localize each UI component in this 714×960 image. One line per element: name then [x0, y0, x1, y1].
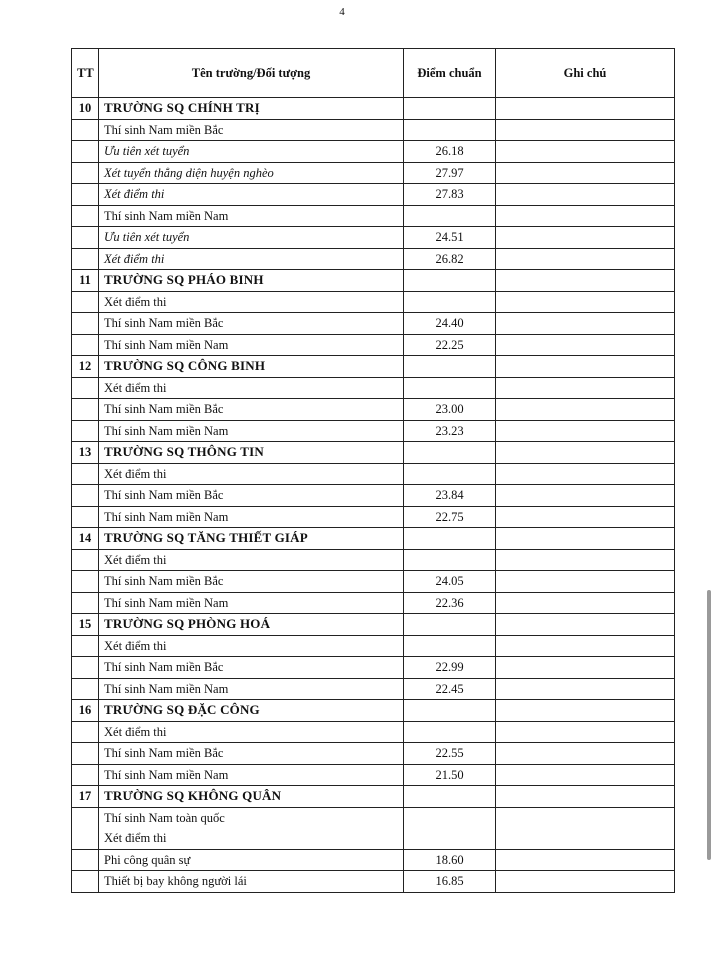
- row-number-empty: [72, 807, 99, 849]
- note-cell: [496, 420, 675, 442]
- note-cell: [496, 506, 675, 528]
- candidate-group: Xét điểm thi: [99, 635, 404, 657]
- table-row: [72, 291, 675, 313]
- row-number-empty: [72, 721, 99, 743]
- school-name: TRƯỜNG SQ PHÁO BINH: [99, 270, 404, 292]
- school-name: TRƯỜNG SQ PHÒNG HOÁ: [99, 614, 404, 636]
- cutoff-score: [404, 270, 496, 292]
- row-number-empty: [72, 313, 99, 335]
- note-cell: [496, 549, 675, 571]
- school-number: 17: [72, 786, 99, 808]
- candidate-group: Xét điểm thi: [99, 549, 404, 571]
- row-number-empty: [72, 463, 99, 485]
- scrollbar[interactable]: [707, 590, 711, 860]
- candidate-group: Phi công quân sự: [99, 849, 404, 871]
- cutoff-score: 18.60: [404, 849, 496, 871]
- table-row: [72, 506, 675, 528]
- table-row: [72, 721, 675, 743]
- table-row: [72, 334, 675, 356]
- row-number-empty: [72, 635, 99, 657]
- cutoff-score: 22.36: [404, 592, 496, 614]
- row-number-empty: [72, 227, 99, 249]
- candidate-group: Xét điểm thi: [99, 291, 404, 313]
- candidate-group: Ưu tiên xét tuyển: [99, 141, 404, 163]
- cutoff-score: 27.97: [404, 162, 496, 184]
- row-number-empty: [72, 334, 99, 356]
- cutoff-score: [404, 98, 496, 120]
- school-row: [72, 442, 675, 464]
- cutoff-score: 21.50: [404, 764, 496, 786]
- school-row: [72, 356, 675, 378]
- row-number-empty: [72, 205, 99, 227]
- candidate-group: Thí sinh Nam miền Bắc: [99, 399, 404, 421]
- cutoff-score: 22.55: [404, 743, 496, 765]
- school-row: [72, 700, 675, 722]
- cutoff-score: 26.18: [404, 141, 496, 163]
- note-cell: [496, 356, 675, 378]
- note-cell: [496, 162, 675, 184]
- candidate-group: Thí sinh Nam miền Nam: [99, 764, 404, 786]
- school-number: 11: [72, 270, 99, 292]
- row-number-empty: [72, 871, 99, 893]
- header-score: Điểm chuẩn: [404, 49, 496, 98]
- note-cell: [496, 657, 675, 679]
- row-number-empty: [72, 571, 99, 593]
- row-number-empty: [72, 592, 99, 614]
- school-name: TRƯỜNG SQ ĐẶC CÔNG: [99, 700, 404, 722]
- candidate-group: Thí sinh Nam miền Bắc: [99, 571, 404, 593]
- header-tt: TT: [72, 49, 99, 98]
- school-name: TRƯỜNG SQ THÔNG TIN: [99, 442, 404, 464]
- candidate-group: Thiết bị bay không người lái: [99, 871, 404, 893]
- cutoff-score: 22.45: [404, 678, 496, 700]
- table-row: [72, 485, 675, 507]
- table-row: [72, 549, 675, 571]
- school-number: 10: [72, 98, 99, 120]
- school-row: [72, 270, 675, 292]
- note-cell: [496, 313, 675, 335]
- cutoff-score: [404, 205, 496, 227]
- table-row: [72, 764, 675, 786]
- note-cell: [496, 528, 675, 550]
- cutoff-score: [404, 463, 496, 485]
- table-row: [72, 313, 675, 335]
- row-number-empty: [72, 420, 99, 442]
- candidate-group: Thí sinh Nam miền Bắc: [99, 743, 404, 765]
- note-cell: [496, 592, 675, 614]
- cutoff-score: [404, 356, 496, 378]
- row-number-empty: [72, 764, 99, 786]
- cutoff-score: 22.75: [404, 506, 496, 528]
- row-number-empty: [72, 506, 99, 528]
- table-row: [72, 743, 675, 765]
- row-number-empty: [72, 162, 99, 184]
- cutoff-score: [404, 700, 496, 722]
- row-number-empty: [72, 291, 99, 313]
- row-number-empty: [72, 119, 99, 141]
- table-body: [72, 98, 675, 893]
- header-school-name: Tên trường/Đối tượng: [99, 49, 404, 98]
- cutoff-score: [404, 807, 496, 849]
- table-row: [72, 657, 675, 679]
- candidate-group-line: Xét điểm thi: [104, 831, 167, 845]
- school-number: 16: [72, 700, 99, 722]
- candidate-group: Xét điểm thi: [99, 463, 404, 485]
- row-number-empty: [72, 485, 99, 507]
- table-row: [72, 248, 675, 270]
- header-note: Ghi chú: [496, 49, 675, 98]
- row-number-empty: [72, 248, 99, 270]
- school-number: 12: [72, 356, 99, 378]
- note-cell: [496, 635, 675, 657]
- note-cell: [496, 485, 675, 507]
- candidate-group: Thí sinh Nam miền Nam: [99, 205, 404, 227]
- cutoff-score: [404, 291, 496, 313]
- row-number-empty: [72, 657, 99, 679]
- table-row: [72, 184, 675, 206]
- cutoff-score: 23.00: [404, 399, 496, 421]
- table-row: [72, 571, 675, 593]
- candidate-group: Ưu tiên xét tuyển: [99, 227, 404, 249]
- row-number-empty: [72, 743, 99, 765]
- table-row: [72, 205, 675, 227]
- table-row: [72, 420, 675, 442]
- row-number-empty: [72, 549, 99, 571]
- table-row: [72, 227, 675, 249]
- school-row: [72, 786, 675, 808]
- candidate-group: Thí sinh Nam miền Bắc: [99, 119, 404, 141]
- note-cell: [496, 205, 675, 227]
- row-number-empty: [72, 377, 99, 399]
- candidate-group: Xét điểm thi: [99, 184, 404, 206]
- note-cell: [496, 442, 675, 464]
- table-row: [72, 463, 675, 485]
- cutoff-score: [404, 377, 496, 399]
- school-row: [72, 528, 675, 550]
- note-cell: [496, 786, 675, 808]
- note-cell: [496, 141, 675, 163]
- school-row: [72, 614, 675, 636]
- cutoff-score: [404, 721, 496, 743]
- school-name: TRƯỜNG SQ CÔNG BINH: [99, 356, 404, 378]
- cutoff-score: [404, 549, 496, 571]
- note-cell: [496, 807, 675, 849]
- cutoff-score: [404, 635, 496, 657]
- cutoff-score: 16.85: [404, 871, 496, 893]
- cutoff-score: 24.51: [404, 227, 496, 249]
- note-cell: [496, 871, 675, 893]
- note-cell: [496, 743, 675, 765]
- table-header-row: [72, 49, 675, 98]
- note-cell: [496, 678, 675, 700]
- note-cell: [496, 377, 675, 399]
- candidate-group: Thí sinh Nam miền Nam: [99, 592, 404, 614]
- table-row: [72, 849, 675, 871]
- school-number: 13: [72, 442, 99, 464]
- row-number-empty: [72, 184, 99, 206]
- cutoff-score: [404, 614, 496, 636]
- table-row: [72, 807, 675, 849]
- candidate-group: Thí sinh Nam miền Nam: [99, 420, 404, 442]
- school-row: [72, 98, 675, 120]
- cutoff-score: [404, 786, 496, 808]
- table-row: [72, 377, 675, 399]
- row-number-empty: [72, 399, 99, 421]
- cutoff-score: 27.83: [404, 184, 496, 206]
- cutoff-score: 23.84: [404, 485, 496, 507]
- candidate-group: Thí sinh Nam miền Bắc: [99, 313, 404, 335]
- note-cell: [496, 700, 675, 722]
- candidate-group: Thí sinh Nam miền Bắc: [99, 485, 404, 507]
- candidate-group: Thí sinh Nam miền Nam: [99, 334, 404, 356]
- note-cell: [496, 721, 675, 743]
- cutoff-score: 26.82: [404, 248, 496, 270]
- cutoff-score: [404, 442, 496, 464]
- table-row: [72, 592, 675, 614]
- note-cell: [496, 291, 675, 313]
- note-cell: [496, 463, 675, 485]
- cutoff-score: [404, 119, 496, 141]
- cutoff-score: 22.99: [404, 657, 496, 679]
- cutoff-score: 24.40: [404, 313, 496, 335]
- table-row: [72, 162, 675, 184]
- candidate-group: Xét điểm thi: [99, 721, 404, 743]
- note-cell: [496, 614, 675, 636]
- note-cell: [496, 334, 675, 356]
- admission-scores-table: [71, 48, 675, 893]
- note-cell: [496, 270, 675, 292]
- note-cell: [496, 119, 675, 141]
- table-row: [72, 119, 675, 141]
- school-number: 14: [72, 528, 99, 550]
- cutoff-score: 22.25: [404, 334, 496, 356]
- candidate-group: Thí sinh Nam miền Nam: [99, 678, 404, 700]
- candidate-group: Xét điểm thi: [99, 248, 404, 270]
- school-number: 15: [72, 614, 99, 636]
- candidate-group: Xét tuyển thẳng diện huyện nghèo: [99, 162, 404, 184]
- candidate-group: [99, 807, 404, 849]
- cutoff-score: [404, 528, 496, 550]
- row-number-empty: [72, 849, 99, 871]
- table-row: [72, 635, 675, 657]
- candidate-group: Thí sinh Nam miền Bắc: [99, 657, 404, 679]
- note-cell: [496, 184, 675, 206]
- note-cell: [496, 98, 675, 120]
- table-row: [72, 141, 675, 163]
- school-name: TRƯỜNG SQ TĂNG THIẾT GIÁP: [99, 528, 404, 550]
- note-cell: [496, 248, 675, 270]
- row-number-empty: [72, 141, 99, 163]
- note-cell: [496, 849, 675, 871]
- cutoff-score: 24.05: [404, 571, 496, 593]
- table-row: [72, 871, 675, 893]
- note-cell: [496, 571, 675, 593]
- row-number-empty: [72, 678, 99, 700]
- candidate-group: Thí sinh Nam miền Nam: [99, 506, 404, 528]
- note-cell: [496, 227, 675, 249]
- school-name: TRƯỜNG SQ KHÔNG QUÂN: [99, 786, 404, 808]
- candidate-group-line: Thí sinh Nam toàn quốc: [104, 810, 225, 825]
- table-row: [72, 678, 675, 700]
- page-number: 4: [339, 6, 345, 18]
- candidate-group: Xét điểm thi: [99, 377, 404, 399]
- cutoff-score: 23.23: [404, 420, 496, 442]
- note-cell: [496, 399, 675, 421]
- school-name: TRƯỜNG SQ CHÍNH TRỊ: [99, 98, 404, 120]
- table-row: [72, 399, 675, 421]
- note-cell: [496, 764, 675, 786]
